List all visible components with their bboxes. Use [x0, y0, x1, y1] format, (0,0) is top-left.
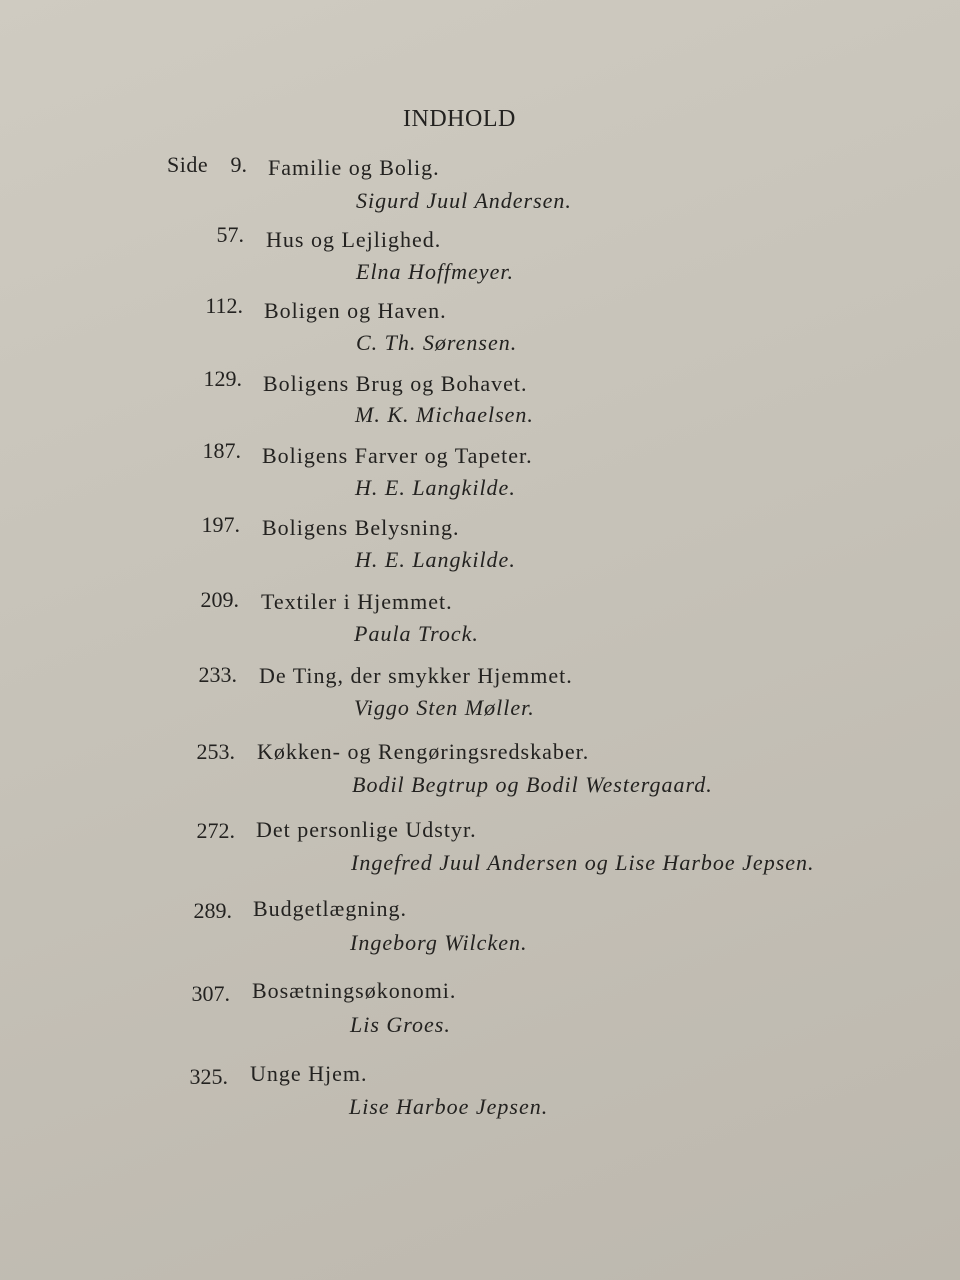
toc-author: Ingefred Juul Andersen og Lise Harboe Jepsen.	[351, 850, 815, 875]
toc-chapter-title: Boligen og Haven.	[264, 298, 447, 323]
toc-author: Lise Harboe Jepsen.	[349, 1094, 549, 1119]
toc-page-number: 272.	[196, 818, 235, 843]
toc-author: Paula Trock.	[354, 621, 479, 646]
toc-page-number: 325.	[189, 1064, 228, 1089]
toc-chapter-title: Boligens Farver og Tapeter.	[262, 443, 533, 468]
toc-page-number: 289.	[193, 898, 232, 923]
toc-page-number: 233.	[198, 662, 237, 687]
toc-chapter-title: Bosætningsøkonomi.	[252, 978, 457, 1003]
toc-author: Sigurd Juul Andersen.	[356, 188, 572, 213]
toc-author: H. E. Langkilde.	[355, 475, 516, 500]
toc-page-number: 253.	[196, 739, 235, 764]
toc-page-number: 307.	[191, 981, 230, 1006]
toc-page-number: 209.	[200, 587, 239, 612]
toc-chapter-title: Unge Hjem.	[250, 1061, 368, 1086]
toc-author: Lis Groes.	[350, 1012, 451, 1037]
toc-author: Elna Hoffmeyer.	[356, 259, 514, 284]
toc-author: C. Th. Sørensen.	[356, 330, 518, 355]
toc-chapter-title: Budgetlægning.	[253, 896, 407, 921]
toc-chapter-title: Boligens Brug og Bohavet.	[263, 371, 528, 396]
toc-page-number: 112.	[205, 293, 243, 318]
toc-chapter-title: Hus og Lejlighed.	[266, 227, 442, 252]
toc-chapter-title: Familie og Bolig.	[268, 155, 440, 180]
toc-page-number: 187.	[202, 438, 241, 463]
toc-author: Viggo Sten Møller.	[354, 695, 535, 720]
page-title: INDHOLD	[403, 106, 516, 132]
toc-chapter-title: Det personlige Udstyr.	[256, 817, 477, 842]
toc-page-number: 197.	[201, 512, 240, 537]
toc-page-number: 57.	[216, 222, 244, 247]
toc-page-number: 129.	[203, 366, 242, 391]
toc-chapter-title: Boligens Belysning.	[262, 515, 460, 540]
toc-author: M. K. Michaelsen.	[355, 402, 534, 427]
toc-chapter-title: Textiler i Hjemmet.	[261, 589, 453, 614]
toc-author: Bodil Begtrup og Bodil Westergaard.	[352, 772, 713, 797]
toc-chapter-title: De Ting, der smykker Hjemmet.	[259, 663, 573, 688]
toc-author: Ingeborg Wilcken.	[350, 930, 528, 955]
side-label: Side	[167, 152, 209, 177]
toc-author: H. E. Langkilde.	[355, 547, 516, 572]
toc-page-number: 9.	[230, 152, 247, 177]
toc-chapter-title: Køkken- og Rengøringsredskaber.	[257, 739, 590, 764]
